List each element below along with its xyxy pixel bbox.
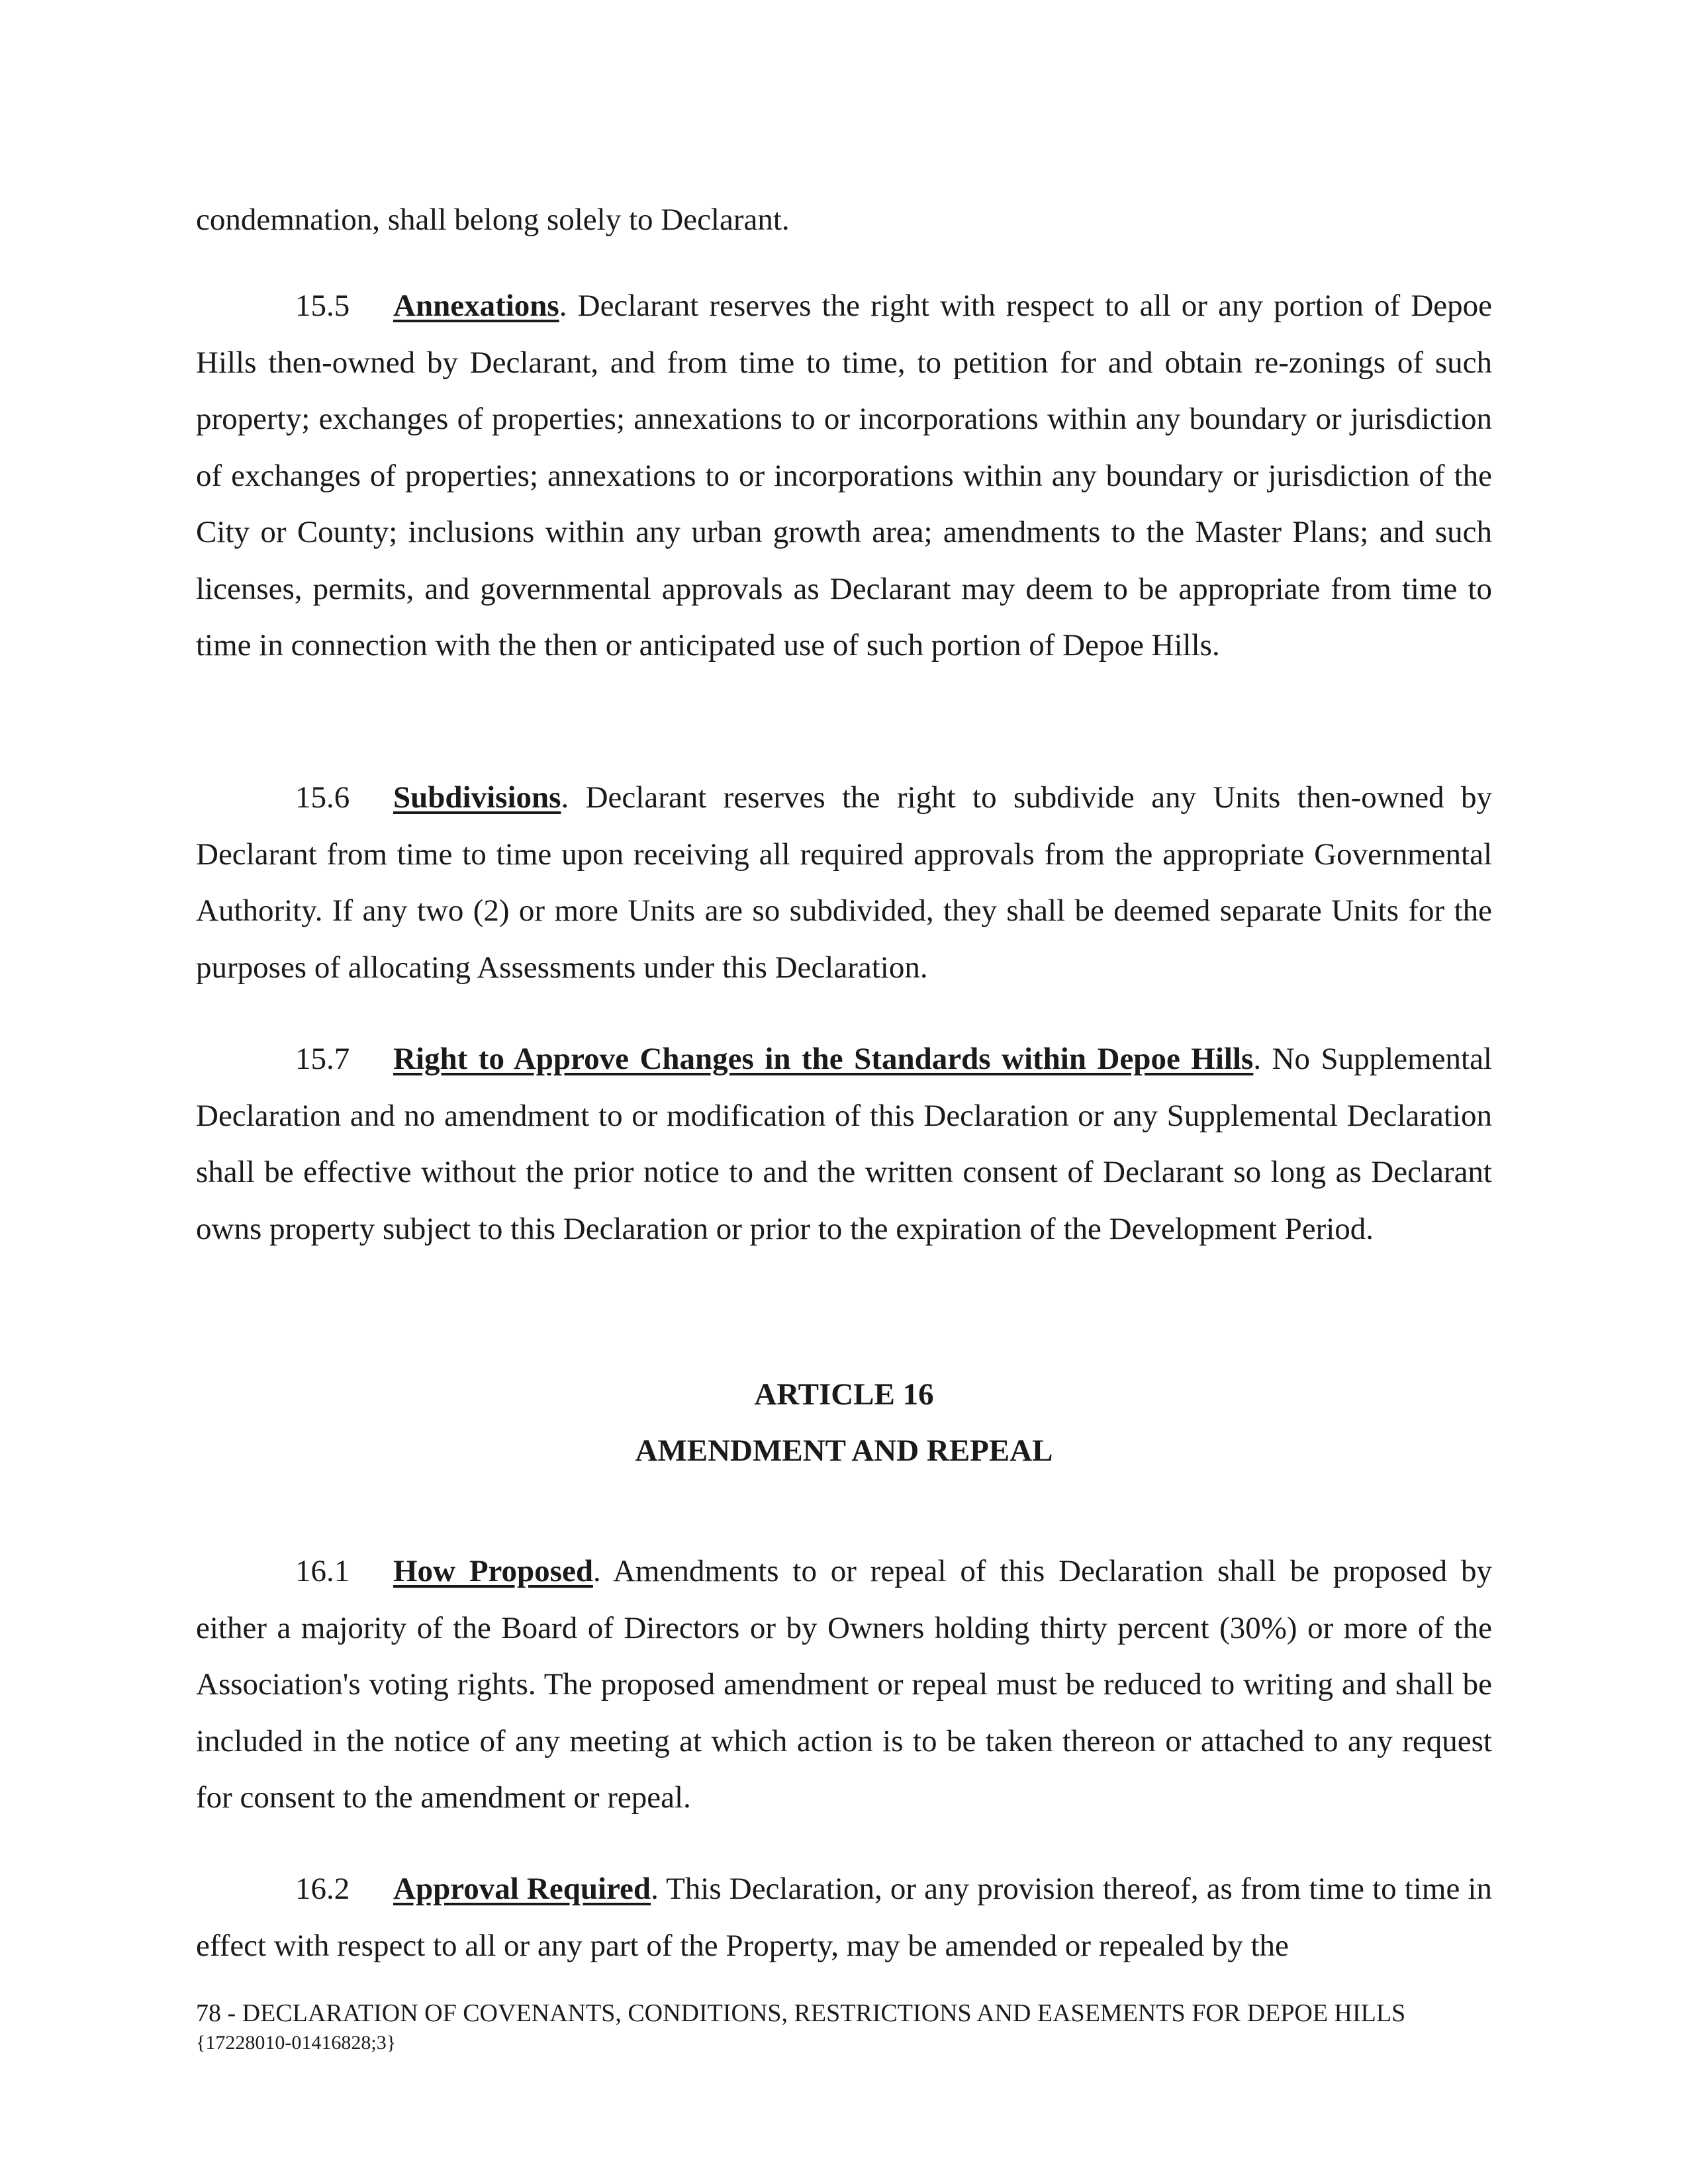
section-title: Subdivisions xyxy=(393,780,561,815)
section-15-5 xyxy=(196,278,1492,674)
page-footer: 78 - DECLARATION OF COVENANTS, CONDITIONS, RESTRICTIONS AND EASEMENTS FOR DEPOE HILLS xyxy=(196,1999,1406,2027)
section-title: How Proposed xyxy=(393,1554,593,1588)
section-body: . Amendments to or repeal of this Declaration shall be proposed by either a majority of the Board of Directors or by Owners holding thirty percent (30%) or more of the Association's voting rights. The proposed amendment or repeal must be reduced to writing and shall be included in the notice of any meeting at which action is to be taken thereon or attached to any request for consent to the amendment or repeal. xyxy=(196,1554,1492,1815)
section-title: Annexations xyxy=(393,289,559,323)
section-number: 15.7 xyxy=(295,1042,350,1076)
section-number: 16.2 xyxy=(295,1872,350,1906)
section-number: 15.5 xyxy=(295,289,350,323)
section-16-1 xyxy=(196,1543,1492,1827)
section-body: . This Declaration, or any provision thereof, as from time to time in effect with respect to all or any part of the Property, may be amended or repealed by the xyxy=(196,1872,1492,1963)
article-title: AMENDMENT AND REPEAL xyxy=(635,1433,1053,1468)
section-body: . Declarant reserves the right to subdivide any Units then-owned by Declarant from time to time upon receiving all required approvals from the appropriate Governmental Authority. If any two (2) or more Units are so subdivided, they shall be deemed separate Units for the purposes of allocating Assessments under this Declaration. xyxy=(196,780,1492,985)
section-number: 15.6 xyxy=(295,780,350,815)
section-number: 16.1 xyxy=(295,1554,350,1588)
section-body: . No Supplemental Declaration and no amendment to or modification of this Declaration or any Supplemental Declaration shall be effective without the prior notice to and the written consent of Declarant so long as Declarant owns property subject to this Declaration or prior to the expiration of the Development Period. xyxy=(196,1042,1492,1246)
section-15-7 xyxy=(196,1031,1492,1257)
section-title: Approval Required xyxy=(393,1872,651,1906)
carryover-paragraph xyxy=(196,192,1492,249)
article-label: ARTICLE 16 xyxy=(754,1377,934,1412)
carryover-text: condemnation, shall belong solely to Declarant. xyxy=(196,203,790,237)
section-body: . Declarant reserves the right with respect to all or any portion of Depoe Hills then-owned by Declarant, and from time to time, to petition for and obtain re-zonings of such property; exchanges of properties; annexations to or incorporations within any boundary or jurisdiction of exchanges of properties; annexations to or incorporations within any boundary or jurisdiction of the City or County; inclusions within any urban growth area; amendments to the Master Plans; and such licenses, permits, and governmental approvals as Declarant may deem to be appropriate from time to time in connection with the then or anticipated use of such portion of Depoe Hills. xyxy=(196,289,1492,662)
document-id: {17228010-01416828;3} xyxy=(196,2032,397,2054)
section-15-6 xyxy=(196,770,1492,996)
section-16-2 xyxy=(196,1861,1492,1974)
section-title: Right to Approve Changes in the Standards within Depoe Hills xyxy=(393,1042,1254,1076)
